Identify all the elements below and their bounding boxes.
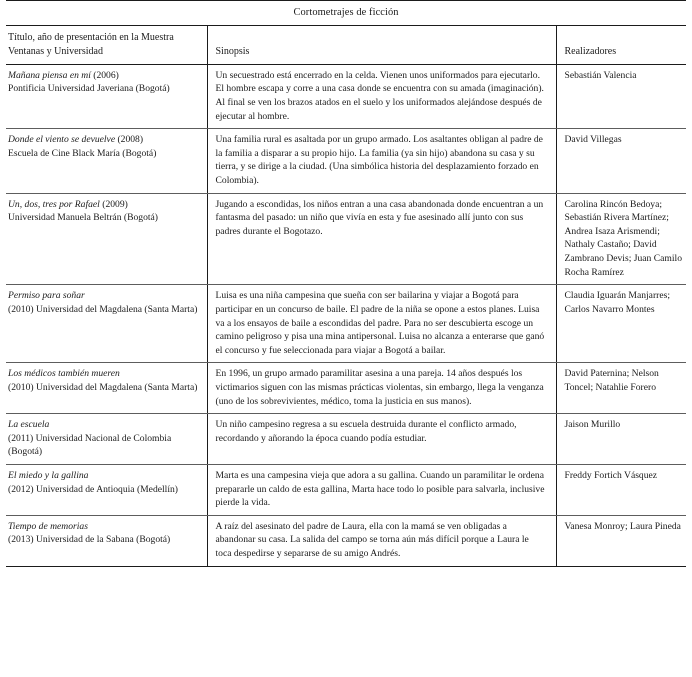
directors-text: Sebastián Valencia (564, 69, 637, 81)
cell-directors (556, 465, 686, 516)
cell-directors (556, 64, 686, 128)
synopsis-text: Luisa es una niña campesina que sueña con ser bailarina y viajar a Bogotá para participar en un concurso de baile. El padre de la niña se opone a estos planes. Luisa va a los ensayos de baile a escondidas del padre. Para no ser descubierta escoge un camino peligroso y pisa una mina antipersonal. Luisa no alcanza a enterarse que ganó el concurso y fue seleccionada para viajar a Bogotá a bailar. (215, 290, 545, 356)
cell-directors (556, 193, 686, 285)
table-row (6, 193, 686, 285)
column-header-title: Título, año de presentación en la Muestra Ventanas y Universidad (6, 25, 207, 64)
film-year: (2009) (99, 198, 128, 210)
cell-title-year-university (6, 414, 207, 465)
cell-title-year-university (6, 465, 207, 516)
cell-synopsis (207, 64, 556, 128)
table-row (6, 363, 686, 414)
directors-text: Jaison Murillo (564, 419, 621, 431)
table-header-row (6, 25, 686, 64)
film-institution: Pontificia Universidad Javeriana (Bogotá) (8, 83, 170, 95)
fiction-shortfilms-table (6, 0, 686, 567)
cell-title-year-university (6, 193, 207, 285)
synopsis-text: Marta es una campesina vieja que adora a su gallina. Cuando un paramilitar le ordena prepararle un caldo de esta gallina, Marta hace todo lo posible para salvarla, inclusive pierde la vida. (215, 470, 545, 509)
synopsis-text: En 1996, un grupo armado paramilitar asesina a una pareja. 14 años después los victimarios siguen con las mismas prácticas violentas, sin embargo, llega la venganza (uno de los sobrevivientes, médico, toma la justicia en sus manos). (215, 368, 544, 407)
film-institution: (2010) Universidad del Magdalena (Santa Marta) (8, 381, 198, 393)
film-institution: (2011) Universidad Nacional de Colombia (Bogotá) (8, 432, 172, 458)
table-row (6, 515, 686, 566)
cell-synopsis (207, 515, 556, 566)
film-title: Mañana piensa en mí (8, 69, 91, 81)
film-title: El miedo y la gallina (8, 470, 89, 481)
directors-text: David Villegas (564, 134, 622, 146)
film-title: Un, dos, tres por Rafael (8, 198, 100, 210)
column-header-directors: Realizadores (556, 25, 686, 64)
synopsis-text: Un secuestrado está encerrado en la celda. Vienen unos uniformados para ejecutarlo. El hombre escapa y corre a una casa donde se encuentra con su amada (imaginación). Al final se ven los brazos atados en el suelo y los uniformados alejándose después de ejecutar al hombre. (215, 69, 544, 122)
film-title: Tiempo de memorias (8, 520, 88, 532)
column-header-synopsis: Sinopsis (207, 25, 556, 64)
film-title: Los médicos también mueren (8, 368, 120, 380)
film-title: Donde el viento se devuelve (8, 134, 116, 146)
cell-title-year-university (6, 129, 207, 193)
cell-synopsis (207, 193, 556, 285)
table-caption: Cortometrajes de ficción (6, 1, 686, 26)
synopsis-text: Jugando a escondidas, los niños entran a una casa abandonada donde encuentran a un fantasma del pasado: un niño que vivía en esta y fue asesinado allí junto con sus padres durante el Bogotazo. (215, 198, 544, 237)
film-year: (2006) (90, 69, 119, 81)
film-year: (2008) (115, 134, 144, 146)
synopsis-text: Un niño campesino regresa a su escuela destruida durante el conflicto armado, recordando y añorando la época cuando podía estudiar. (215, 419, 517, 444)
cell-synopsis (207, 414, 556, 465)
cell-directors (556, 363, 686, 414)
synopsis-text: Una familia rural es asaltada por un grupo armado. Los asaltantes obligan al padre de la familia a disparar a su propio hijo. La familia (ya sin hijo) abandona su casa y su tierra, y se dirige a la ciudad. (Una simbólica historia del desplazamiento forzado en Colombia). (215, 134, 543, 187)
table-row (6, 465, 686, 516)
directors-text: Freddy Fortich Vásquez (564, 470, 658, 481)
table-row (6, 64, 686, 128)
film-institution: (2010) Universidad del Magdalena (Santa Marta) (8, 303, 198, 315)
table-caption-row (6, 1, 686, 26)
film-institution: (2013) Universidad de la Sabana (Bogotá) (8, 534, 171, 546)
cell-title-year-university (6, 515, 207, 566)
cell-synopsis (207, 465, 556, 516)
cell-synopsis (207, 363, 556, 414)
table-row (6, 129, 686, 193)
directors-text: Carolina Rincón Bedoya; Sebastián Rivera Martínez; Andrea Isaza Arismendi; Nathaly Castaño; David Zambrano Devis; Juan Camilo Rocha Ramírez (564, 198, 683, 278)
directors-text: Claudia Iguarán Manjarres; Carlos Navarro Montes (564, 290, 670, 315)
directors-text: Vanesa Monroy; Laura Pineda (564, 520, 681, 532)
cell-title-year-university (6, 285, 207, 363)
film-institution: Escuela de Cine Black María (Bogotá) (8, 147, 157, 159)
cell-directors (556, 414, 686, 465)
cell-directors (556, 515, 686, 566)
cell-title-year-university (6, 363, 207, 414)
cell-title-year-university (6, 64, 207, 128)
cell-directors (556, 285, 686, 363)
film-institution: (2012) Universidad de Antioquia (Medellín) (8, 483, 178, 495)
film-institution: Universidad Manuela Beltrán (Bogotá) (8, 212, 158, 224)
film-title: Permiso para soñar (8, 290, 85, 302)
cell-directors (556, 129, 686, 193)
film-title: La escuela (8, 419, 50, 431)
cell-synopsis (207, 129, 556, 193)
table-row (6, 414, 686, 465)
synopsis-text: A raíz del asesinato del padre de Laura, ella con la mamá se ven obligadas a abandonar su casa. La salida del campo se torna aún más difícil porque a Laura le toca despedirse y separarse de su amigo Andrés. (215, 520, 529, 560)
directors-text: David Paternina; Nelson Toncel; Natahlie Forero (564, 368, 659, 393)
cell-synopsis (207, 285, 556, 363)
table-row (6, 285, 686, 363)
